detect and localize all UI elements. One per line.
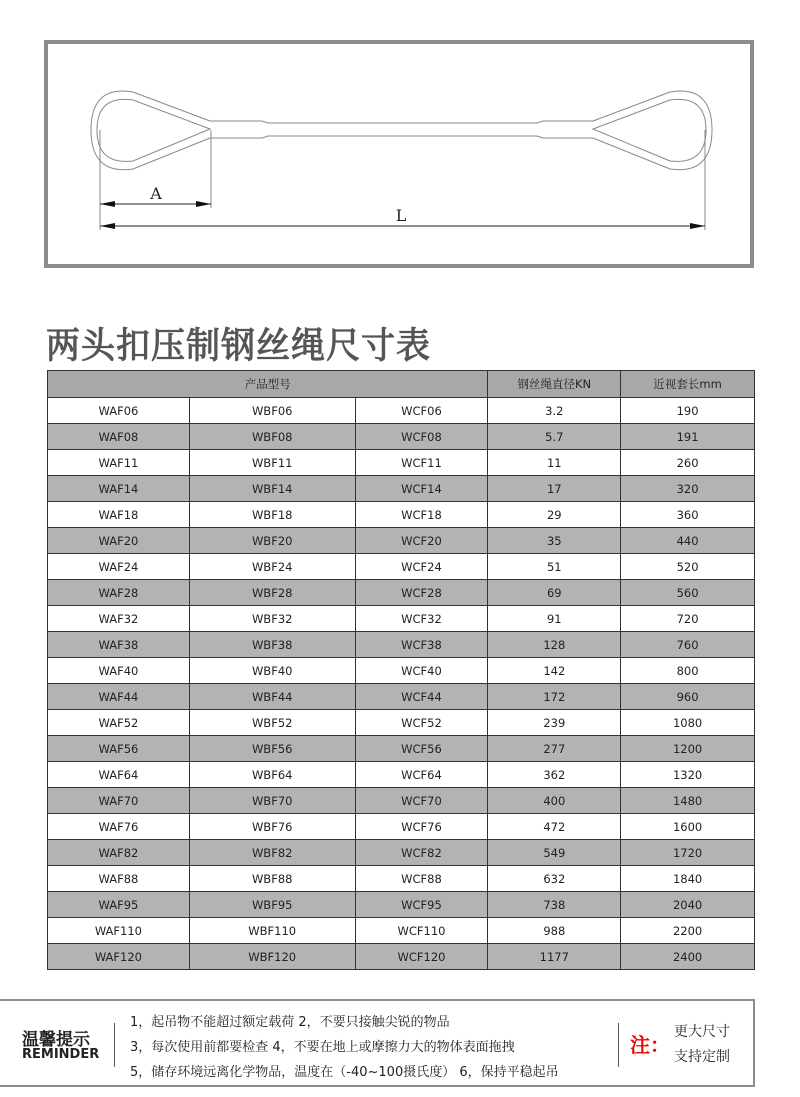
table-row bbox=[48, 632, 755, 658]
cell-diameter: 69 bbox=[488, 580, 621, 606]
cell-diameter: 11 bbox=[488, 450, 621, 476]
cell-waf-model: WAF38 bbox=[48, 632, 190, 658]
cell-wcf-model: WCF18 bbox=[355, 502, 488, 528]
cell-length: 2400 bbox=[621, 944, 755, 970]
cell-waf-model: WAF76 bbox=[48, 814, 190, 840]
cell-length: 760 bbox=[621, 632, 755, 658]
cell-diameter: 738 bbox=[488, 892, 621, 918]
table-row bbox=[48, 424, 755, 450]
sling-diagram bbox=[0, 0, 800, 300]
cell-waf-model: WAF95 bbox=[48, 892, 190, 918]
cell-length: 320 bbox=[621, 476, 755, 502]
cell-diameter: 472 bbox=[488, 814, 621, 840]
right-eye-inner bbox=[593, 99, 706, 161]
cell-wcf-model: WCF24 bbox=[355, 554, 488, 580]
cell-length: 2040 bbox=[621, 892, 755, 918]
cell-wbf-model: WBF110 bbox=[189, 918, 355, 944]
table-row bbox=[48, 788, 755, 814]
cell-wbf-model: WBF14 bbox=[189, 476, 355, 502]
cell-wcf-model: WCF08 bbox=[355, 424, 488, 450]
table-row bbox=[48, 502, 755, 528]
cell-waf-model: WAF32 bbox=[48, 606, 190, 632]
cell-wcf-model: WCF120 bbox=[355, 944, 488, 970]
cell-wbf-model: WBF52 bbox=[189, 710, 355, 736]
cell-wcf-model: WCF64 bbox=[355, 762, 488, 788]
header-model: 产品型号 bbox=[48, 371, 488, 398]
cell-diameter: 5.7 bbox=[488, 424, 621, 450]
cell-diameter: 632 bbox=[488, 866, 621, 892]
cell-length: 190 bbox=[621, 398, 755, 424]
cell-wbf-model: WBF20 bbox=[189, 528, 355, 554]
table-row bbox=[48, 710, 755, 736]
header-length: 近视套长mm bbox=[621, 371, 755, 398]
cell-diameter: 17 bbox=[488, 476, 621, 502]
table-row bbox=[48, 944, 755, 970]
cell-diameter: 172 bbox=[488, 684, 621, 710]
cell-waf-model: WAF44 bbox=[48, 684, 190, 710]
cell-waf-model: WAF24 bbox=[48, 554, 190, 580]
cell-wcf-model: WCF76 bbox=[355, 814, 488, 840]
cell-length: 800 bbox=[621, 658, 755, 684]
cell-waf-model: WAF06 bbox=[48, 398, 190, 424]
cell-wbf-model: WBF70 bbox=[189, 788, 355, 814]
cell-diameter: 3.2 bbox=[488, 398, 621, 424]
rope-top bbox=[210, 121, 593, 123]
cell-diameter: 549 bbox=[488, 840, 621, 866]
cell-wbf-model: WBF18 bbox=[189, 502, 355, 528]
cell-length: 1840 bbox=[621, 866, 755, 892]
cell-wcf-model: WCF44 bbox=[355, 684, 488, 710]
cell-length: 1320 bbox=[621, 762, 755, 788]
reminder-line: 5，储存环境远离化学物品，温度在（-40~100摄氏度） 6，保持平稳起吊 bbox=[130, 1065, 559, 1080]
cell-length: 440 bbox=[621, 528, 755, 554]
cell-waf-model: WAF52 bbox=[48, 710, 190, 736]
cell-diameter: 142 bbox=[488, 658, 621, 684]
table-row bbox=[48, 554, 755, 580]
cell-length: 520 bbox=[621, 554, 755, 580]
cell-wcf-model: WCF38 bbox=[355, 632, 488, 658]
table-row bbox=[48, 840, 755, 866]
cell-waf-model: WAF11 bbox=[48, 450, 190, 476]
cell-wcf-model: WCF14 bbox=[355, 476, 488, 502]
dimension-a-label: A bbox=[150, 184, 162, 203]
cell-diameter: 988 bbox=[488, 918, 621, 944]
cell-waf-model: WAF110 bbox=[48, 918, 190, 944]
reminder-line: 3，每次使用前都要检查 4，不要在地上或摩擦力大的物体表面拖拽 bbox=[130, 1040, 515, 1055]
cell-length: 560 bbox=[621, 580, 755, 606]
cell-wbf-model: WBF76 bbox=[189, 814, 355, 840]
reminder-title-en: REMINDER bbox=[22, 1047, 100, 1062]
cell-diameter: 362 bbox=[488, 762, 621, 788]
cell-wcf-model: WCF110 bbox=[355, 918, 488, 944]
cell-wcf-model: WCF56 bbox=[355, 736, 488, 762]
divider bbox=[618, 1023, 619, 1067]
cell-wcf-model: WCF82 bbox=[355, 840, 488, 866]
table-row bbox=[48, 892, 755, 918]
cell-length: 720 bbox=[621, 606, 755, 632]
cell-length: 1080 bbox=[621, 710, 755, 736]
cell-wbf-model: WBF56 bbox=[189, 736, 355, 762]
table-row bbox=[48, 580, 755, 606]
cell-wbf-model: WBF11 bbox=[189, 450, 355, 476]
table-row bbox=[48, 476, 755, 502]
cell-diameter: 400 bbox=[488, 788, 621, 814]
cell-wbf-model: WBF88 bbox=[189, 866, 355, 892]
rope-bottom bbox=[210, 136, 593, 138]
cell-diameter: 1177 bbox=[488, 944, 621, 970]
table-row bbox=[48, 450, 755, 476]
cell-diameter: 91 bbox=[488, 606, 621, 632]
cell-waf-model: WAF28 bbox=[48, 580, 190, 606]
cell-waf-model: WAF40 bbox=[48, 658, 190, 684]
dimension-l-label: L bbox=[395, 206, 407, 225]
table-row bbox=[48, 866, 755, 892]
page-title: 两头扣压制钢丝绳尺寸表 bbox=[46, 325, 431, 368]
cell-wbf-model: WBF28 bbox=[189, 580, 355, 606]
cell-wcf-model: WCF95 bbox=[355, 892, 488, 918]
cell-waf-model: WAF70 bbox=[48, 788, 190, 814]
cell-wbf-model: WBF32 bbox=[189, 606, 355, 632]
cell-wcf-model: WCF32 bbox=[355, 606, 488, 632]
cell-diameter: 29 bbox=[488, 502, 621, 528]
table-row bbox=[48, 736, 755, 762]
sling-diagram-frame bbox=[44, 40, 754, 268]
cell-diameter: 35 bbox=[488, 528, 621, 554]
cell-waf-model: WAF08 bbox=[48, 424, 190, 450]
cell-wcf-model: WCF28 bbox=[355, 580, 488, 606]
reminder-box bbox=[0, 999, 755, 1087]
cell-wbf-model: WBF95 bbox=[189, 892, 355, 918]
reminder-title: 温馨提示 bbox=[22, 1030, 90, 1050]
cell-waf-model: WAF14 bbox=[48, 476, 190, 502]
cell-wbf-model: WBF64 bbox=[189, 762, 355, 788]
table-row bbox=[48, 762, 755, 788]
cell-diameter: 277 bbox=[488, 736, 621, 762]
cell-diameter: 239 bbox=[488, 710, 621, 736]
size-table bbox=[47, 370, 755, 970]
cell-wbf-model: WBF06 bbox=[189, 398, 355, 424]
note-line: 支持定制 bbox=[674, 1049, 730, 1065]
cell-waf-model: WAF18 bbox=[48, 502, 190, 528]
table-row bbox=[48, 658, 755, 684]
cell-wcf-model: WCF06 bbox=[355, 398, 488, 424]
table-row bbox=[48, 918, 755, 944]
cell-diameter: 51 bbox=[488, 554, 621, 580]
cell-waf-model: WAF56 bbox=[48, 736, 190, 762]
cell-length: 1480 bbox=[621, 788, 755, 814]
left-eye-inner bbox=[97, 99, 210, 161]
table-row bbox=[48, 528, 755, 554]
cell-length: 260 bbox=[621, 450, 755, 476]
cell-length: 360 bbox=[621, 502, 755, 528]
cell-waf-model: WAF82 bbox=[48, 840, 190, 866]
cell-wbf-model: WBF44 bbox=[189, 684, 355, 710]
cell-waf-model: WAF20 bbox=[48, 528, 190, 554]
cell-length: 1200 bbox=[621, 736, 755, 762]
cell-wcf-model: WCF40 bbox=[355, 658, 488, 684]
cell-wbf-model: WBF120 bbox=[189, 944, 355, 970]
cell-wcf-model: WCF20 bbox=[355, 528, 488, 554]
cell-diameter: 128 bbox=[488, 632, 621, 658]
cell-length: 1720 bbox=[621, 840, 755, 866]
cell-length: 960 bbox=[621, 684, 755, 710]
cell-waf-model: WAF120 bbox=[48, 944, 190, 970]
cell-waf-model: WAF88 bbox=[48, 866, 190, 892]
cell-length: 2200 bbox=[621, 918, 755, 944]
cell-length: 191 bbox=[621, 424, 755, 450]
cell-wcf-model: WCF70 bbox=[355, 788, 488, 814]
reminder-line: 1，起吊物不能超过额定载荷 2，不要只接触尖锐的物品 bbox=[130, 1015, 450, 1030]
cell-length: 1600 bbox=[621, 814, 755, 840]
cell-wbf-model: WBF38 bbox=[189, 632, 355, 658]
cell-wbf-model: WBF08 bbox=[189, 424, 355, 450]
table-row bbox=[48, 398, 755, 424]
cell-wbf-model: WBF24 bbox=[189, 554, 355, 580]
cell-wbf-model: WBF40 bbox=[189, 658, 355, 684]
header-diameter: 钢丝绳直径KN bbox=[488, 371, 621, 398]
cell-waf-model: WAF64 bbox=[48, 762, 190, 788]
cell-wcf-model: WCF88 bbox=[355, 866, 488, 892]
table-row bbox=[48, 684, 755, 710]
cell-wcf-model: WCF11 bbox=[355, 450, 488, 476]
note-line: 更大尺寸 bbox=[674, 1024, 730, 1040]
table-header-row bbox=[48, 371, 755, 398]
table-row bbox=[48, 814, 755, 840]
cell-wbf-model: WBF82 bbox=[189, 840, 355, 866]
table-row bbox=[48, 606, 755, 632]
divider bbox=[114, 1023, 115, 1067]
note-label: 注： bbox=[630, 1033, 670, 1057]
cell-wcf-model: WCF52 bbox=[355, 710, 488, 736]
